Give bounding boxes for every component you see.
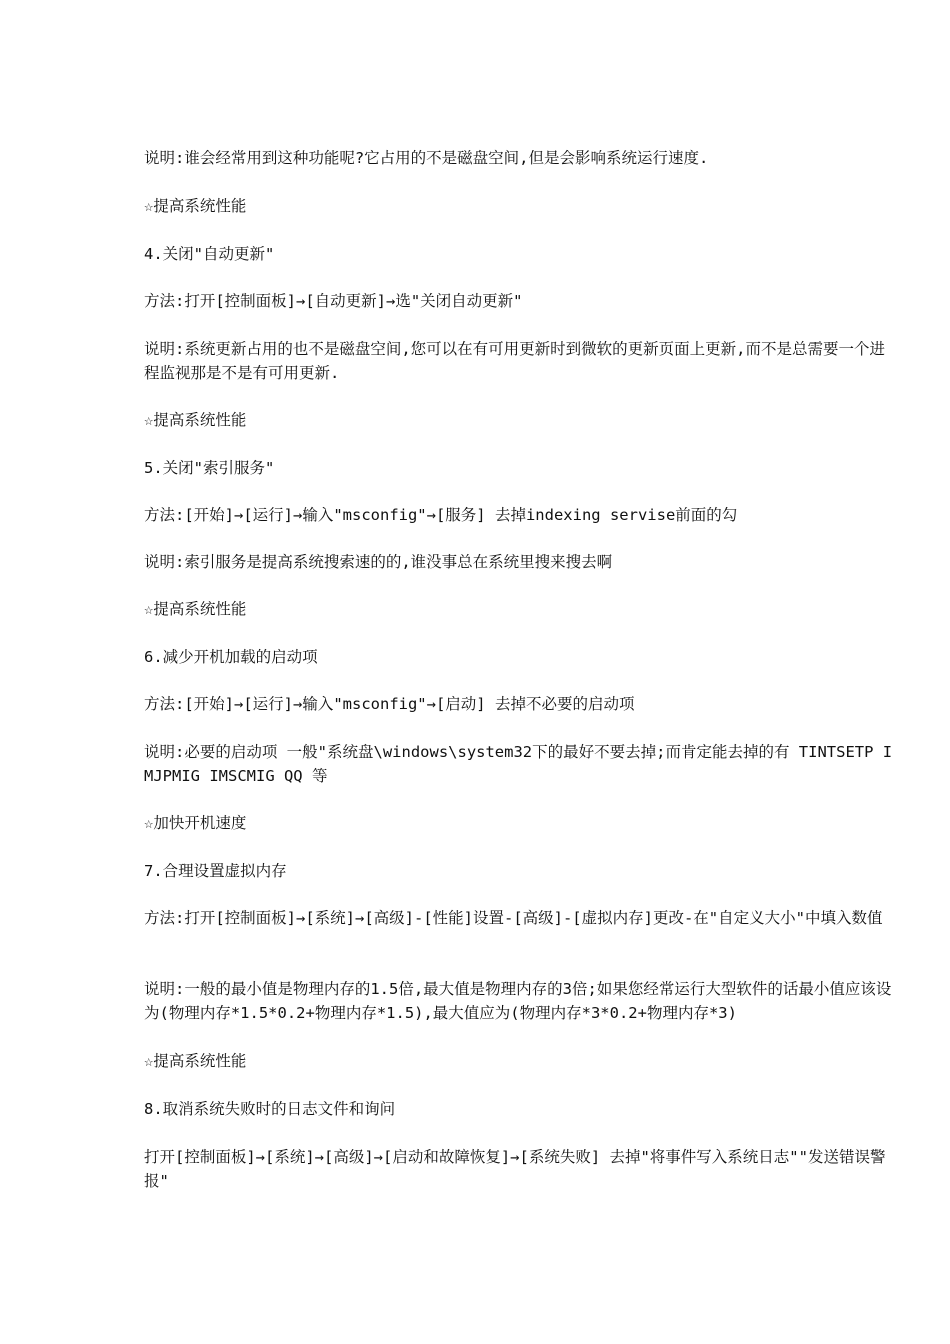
paragraph-explanation-1: 说明:谁会经常用到这种功能呢?它占用的不是磁盘空间,但是会影响系统运行速度. bbox=[144, 149, 709, 167]
paragraph-explanation-4: 说明:系统更新占用的也不是磁盘空间,您可以在有可用更新时到微软的更新页面上更新,而不是总需要一个进程监视那是不是有可用更新. bbox=[144, 340, 885, 382]
heading-step-4: 4.关闭"自动更新" bbox=[144, 245, 275, 263]
heading-step-8: 8.取消系统失败时的日志文件和询问 bbox=[144, 1100, 396, 1118]
paragraph-explanation-6: 说明:必要的启动项 一般"系统盘\windows\system32下的最好不要去掉;而肯定能去掉的有 TINTSETP IMJPMIG IMSCMIG QQ 等 bbox=[144, 743, 893, 785]
paragraph-method-7: 方法:打开[控制面板]→[系统]→[高级]-[性能]设置-[高级]-[虚拟内存]更改-在"自定义大小"中填入数值 bbox=[144, 909, 883, 927]
section-tag-performance: ☆提高系统性能 bbox=[144, 411, 247, 429]
paragraph-explanation-5: 说明:索引服务是提高系统搜索速的的,谁没事总在系统里搜来搜去啊 bbox=[144, 553, 613, 571]
paragraph-method-4: 方法:打开[控制面板]→[自动更新]→选"关闭自动更新" bbox=[144, 292, 523, 310]
section-tag-performance: ☆提高系统性能 bbox=[144, 1052, 247, 1070]
paragraph-method-5: 方法:[开始]→[运行]→输入"msconfig"→[服务] 去掉indexing servise前面的勾 bbox=[144, 506, 738, 524]
heading-step-7: 7.合理设置虚拟内存 bbox=[144, 862, 287, 880]
paragraph-method-6: 方法:[开始]→[运行]→输入"msconfig"→[启动] 去掉不必要的启动项 bbox=[144, 695, 635, 713]
section-tag-boot-speed: ☆加快开机速度 bbox=[144, 814, 247, 832]
paragraph-explanation-7: 说明:一般的最小值是物理内存的1.5倍,最大值是物理内存的3倍;如果您经常运行大型软件的话最小值应该设为(物理内存*1.5*0.2+物理内存*1.5),最大值应为(物理内存*3*0.2+物理内存*3) bbox=[144, 980, 892, 1022]
section-tag-performance: ☆提高系统性能 bbox=[144, 600, 247, 618]
heading-step-5: 5.关闭"索引服务" bbox=[144, 459, 275, 477]
section-tag-performance: ☆提高系统性能 bbox=[144, 197, 247, 215]
paragraph-method-8: 打开[控制面板]→[系统]→[高级]→[启动和故障恢复]→[系统失败] 去掉"将事件写入系统日志""发送错误警报" bbox=[144, 1148, 886, 1190]
heading-step-6: 6.减少开机加载的启动项 bbox=[144, 648, 318, 666]
